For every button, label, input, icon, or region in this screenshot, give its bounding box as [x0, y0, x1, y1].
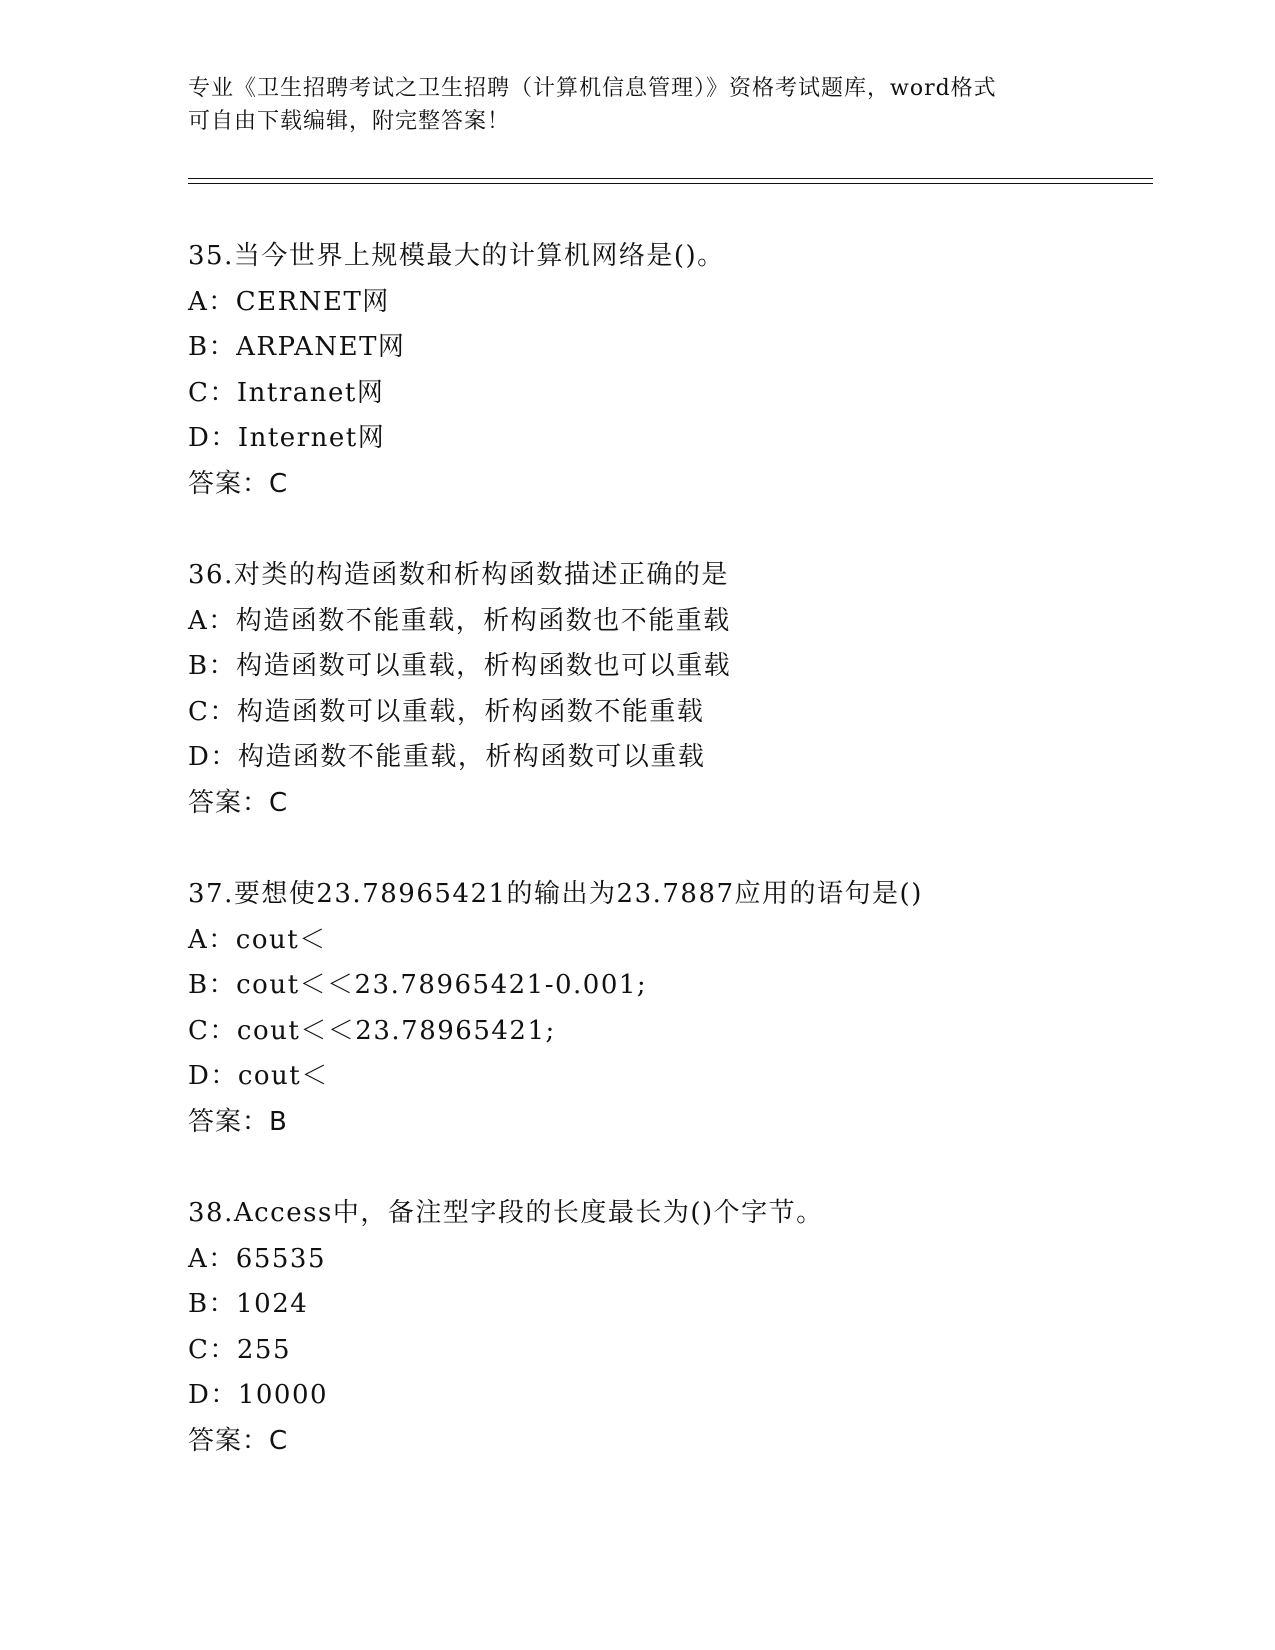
header-rule-top [188, 178, 1153, 179]
question-35 [188, 234, 1148, 507]
question-stem: 38.Access中，备注型字段的长度最长为()个字节。 [188, 1198, 824, 1228]
option-b: B：构造函数可以重载，析构函数也可以重载 [188, 651, 732, 681]
question-38 [188, 1191, 1148, 1464]
option-d: D：构造函数不能重载，析构函数可以重载 [188, 742, 706, 772]
option-a: A：65535 [188, 1243, 326, 1274]
option-d: D：cout＜ [188, 1061, 329, 1091]
answer-line: 答案：C [188, 468, 289, 499]
option-c: C：构造函数可以重载，析构函数不能重载 [188, 696, 705, 727]
header-line-2: 可自由下载编辑，附完整答案！ [188, 109, 511, 134]
option-b: B：1024 [188, 1289, 309, 1319]
question-stem: 37.要想使23.78965421的输出为23.7887应用的语句是() [188, 879, 923, 909]
option-a: A：CERNET网 [188, 286, 390, 317]
option-d: D：10000 [188, 1380, 329, 1410]
option-a: A：构造函数不能重载，析构函数也不能重载 [188, 605, 731, 636]
answer-line: 答案：B [188, 1106, 288, 1137]
option-c: C：cout＜＜23.78965421; [188, 1015, 556, 1046]
answer-line: 答案：C [188, 1425, 289, 1456]
option-a: A：cout＜ [188, 924, 327, 955]
question-stem: 35.当今世界上规模最大的计算机网络是()。 [188, 241, 725, 271]
question-36 [188, 553, 1148, 826]
header-rule-bottom [188, 183, 1153, 184]
option-b: B：ARPANET网 [188, 332, 406, 362]
option-c: C：Intranet网 [188, 377, 385, 408]
document-header [188, 72, 1088, 138]
option-c: C：255 [188, 1334, 292, 1365]
question-stem: 36.对类的构造函数和析构函数描述正确的是 [188, 560, 729, 590]
option-d: D：Internet网 [188, 423, 386, 453]
question-37 [188, 872, 1148, 1145]
option-b: B：cout＜＜23.78965421-0.001; [188, 970, 648, 1000]
answer-line: 答案：C [188, 787, 289, 818]
header-line-1: 专业《卫生招聘考试之卫生招聘（计算机信息管理）》资格考试题库，word格式 [188, 76, 997, 101]
